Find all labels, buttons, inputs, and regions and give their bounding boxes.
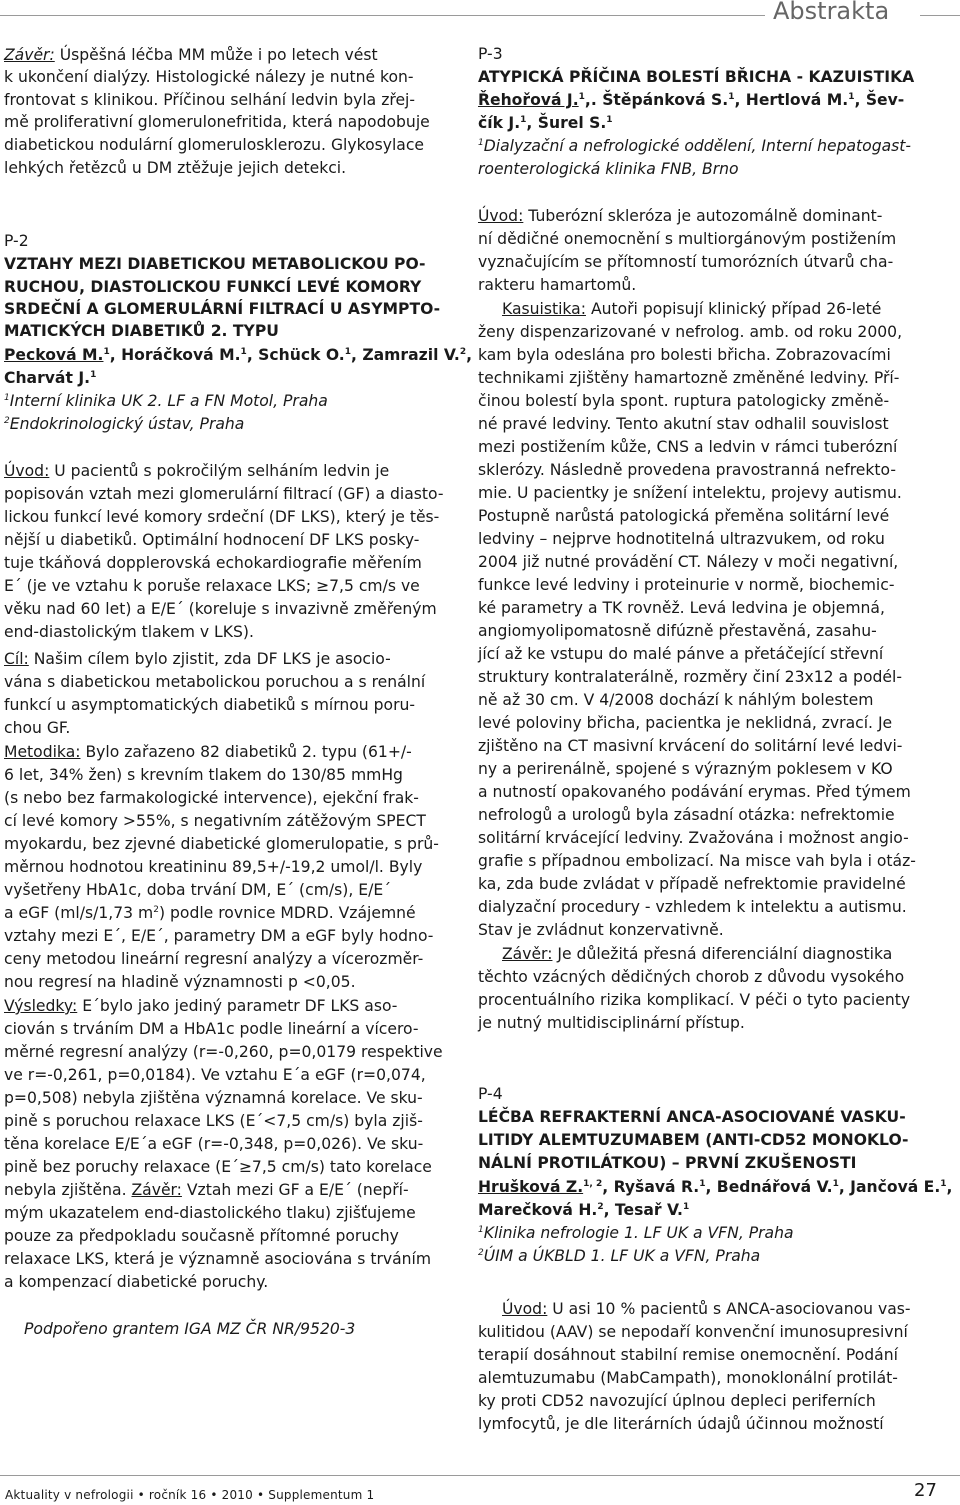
section-title: Abstrakta <box>773 0 890 25</box>
abstract-id: P-4 <box>478 1085 503 1103</box>
body-line: těchto vzácných dědičných chorob z důvodu vysokého <box>478 968 905 986</box>
conclusion-line: k ukončení dialýzy. Histologické nálezy je nutné kon- <box>4 68 414 86</box>
body-line: činou bolestí byla spont. ruptura patologicky změně- <box>478 392 890 410</box>
section-label-cil: Cíl: <box>4 650 29 668</box>
section-label-vysledky: Výsledky: <box>4 997 78 1015</box>
body-line: měrné regresní analýzy (r=-0,260, p=0,0179 respektive <box>4 1043 443 1061</box>
body-line: solitární krvácející ledviny. Zvažována i možnost angio- <box>478 829 909 847</box>
body-line: levé poloviny břicha, pacientka je neklidná, zvrací. Je <box>478 714 893 732</box>
body-line: kulitidou (AAV) se nepodaří konvenční imunosupresivní <box>478 1323 908 1341</box>
body-line: ky proti CD52 navozující úplnou depleci periferních <box>478 1392 876 1410</box>
section-label-uvod: Úvod: <box>4 462 50 480</box>
body-line: rakteru hamartomů. <box>478 276 637 294</box>
body-line: ké parametry a TK rovněž. Levá ledvina je objemná, <box>478 599 885 617</box>
affiliation: $^1$Klinika nefrologie 1. LF UK a VFN, Praha <box>478 1224 794 1242</box>
body-line: 6 let, 34% žen) s krevním tlakem do 130/85 mmHg <box>4 766 403 784</box>
body-line: nou regresí na hladině významnosti p <0,05. <box>4 973 356 991</box>
body-line: dialyzační procedury - vzhledem k intelektu a autismu. <box>478 898 907 916</box>
body-line: pouze za předpokladu současně přítomné poruchy <box>4 1227 399 1245</box>
journal-footer: Aktuality v nefrologii • ročník 16 • 2010 • Supplementum 1 <box>5 1488 375 1502</box>
page-number: 27 <box>914 1480 937 1501</box>
body-line: nější u diabetiků. Optimální hodnocení DF LKS posky- <box>4 531 420 549</box>
body-line: sklerózy. Následně provedena pravostranná nefrekto- <box>478 461 896 479</box>
body-line: né pravé ledviny. Tento akutní stav odhalil souvislost <box>478 415 889 433</box>
header-rule-left <box>0 15 765 16</box>
first-author: Hrušková Z. <box>478 1178 584 1196</box>
affiliation: $^2$ÚIM a ÚKBLD 1. LF UK a VFN, Praha <box>478 1247 761 1265</box>
abstract-title-line: ATYPICKÁ PŘÍČINA BOLESTÍ BŘICHA - KAZUISTIKA <box>478 68 915 86</box>
conclusion-line: frontovat s klinikou. Příčinou selhání ledvin byla zřej- <box>4 91 416 109</box>
body-line: ciován s trváním DM a HbA1c podle lineární a vícero- <box>4 1020 419 1038</box>
affiliation: $^1$Interní klinika UK 2. LF a FN Motol, Praha <box>4 392 328 410</box>
authors-line: Řehořová J.$^1$,. Štěpánková S.$^1$, Hertlová M.$^1$, Šev- <box>478 91 905 109</box>
body-line: tuje tkáňová dopplerovská echokardiografie měřením <box>4 554 422 572</box>
body-line: vyznačujícím se přítomností tumorózních útvarů cha- <box>478 253 894 271</box>
body-line: nebyla zjištěna. Závěr: Vztah mezi GF a E/E´ (nepří- <box>4 1181 409 1199</box>
affiliation: roenterologická klinika FNB, Brno <box>478 160 739 178</box>
body-line: a eGF (ml/s/1,73 $m^2$) podle rovnice MDRD. Vzájemné <box>4 904 416 922</box>
body-line: Úvod: Tuberózní skleróza je autozomálně dominant- <box>478 207 883 225</box>
body-line: grafie s případnou embolizací. Na misce vah byla i otáz- <box>478 852 916 870</box>
conclusion-line: Závěr: Úspěšná léčba MM může i po letech vést <box>4 46 378 64</box>
section-label-kazuistika: Kasuistika: <box>502 300 586 318</box>
body-line: vyšetřeny HbA1c, doba trvání DM, E´ (cm/s), E/E´ <box>4 881 392 899</box>
body-line: Výsledky: E´bylo jako jediný parametr DF LKS aso- <box>4 997 398 1015</box>
section-label-uvod: Úvod: <box>478 207 524 225</box>
body-line: technikami zjištěny hamartozně změněné ledviny. Pří- <box>478 369 900 387</box>
authors-line: Hrušková Z.$^{1, 2}$, Ryšavá R.$^1$, Bednářová V.$^1$, Jančová E.$^1$, <box>478 1178 953 1196</box>
body-line: cí levé komory >55%, s negativním zátěžovým SPECT <box>4 812 426 830</box>
body-line: Kasuistika: Autoři popisují klinický případ 26-leté <box>502 300 882 318</box>
body-line: myokardu, bez zjevné diabetické glomerulopatie, s prů- <box>4 835 439 853</box>
body-line: 2004 již nutné provádění CT. Nálezy v moči negativní, <box>478 553 899 571</box>
body-line: těna korelace E/E´a eGF (r=-0,348, p=0,026). Ve sku- <box>4 1135 424 1153</box>
conclusion-line: diabetickou nodulární glomerulosklerozu. Glykosylace <box>4 136 425 154</box>
body-line: ně až 30 cm. V 4/2008 dochází k náhlým bolestem <box>478 691 874 709</box>
body-line: jící až ke vstupu do malé pánve a přetáčející střevní <box>478 645 884 663</box>
body-line: ka, zda bude zvládat v případě nefrektomie pravidelné <box>478 875 906 893</box>
conclusion-line: mě proliferativní glomerulonefritida, která napodobuje <box>4 113 430 131</box>
body-line: angiomyolipomatosně difúzně přestavěná, zasahu- <box>478 622 877 640</box>
authors-line: Charvát J.$^1$ <box>4 369 97 387</box>
first-author: Pecková M. <box>4 346 104 364</box>
authors-line: Marečková H.$^2$, Tesař V.$^1$ <box>478 1201 690 1219</box>
body-line: Postupně narůstá patologická přeměna solitární levé <box>478 507 890 525</box>
body-line: Cíl: Našim cílem bylo zjistit, zda DF LKS je asocio- <box>4 650 391 668</box>
body-line: Úvod: U asi 10 % pacientů s ANCA-asociovanou vas- <box>502 1300 911 1318</box>
body-line: pině bez poruchy relaxace (E´≥7,5 cm/s) tato korelace <box>4 1158 432 1176</box>
body-line: Metodika: Bylo zařazeno 82 diabetiků 2. typu (61+/- <box>4 743 412 761</box>
section-label-zaver: Závěr: <box>502 945 553 963</box>
body-line: end-diastolickým tlakem v LKS). <box>4 623 254 641</box>
body-line: lymfocytů, je dle literárních údajů účinnou možností <box>478 1415 884 1433</box>
body-line: (s nebo bez farmakologické intervence), ejekční frak- <box>4 789 419 807</box>
body-line: věku nad 60 let) a E/E´ (koreluje s invazivně změřeným <box>4 600 437 618</box>
body-line: ženy dispenzarizované v nefrolog. amb. od roku 2000, <box>478 323 903 341</box>
first-author: Řehořová J. <box>478 91 579 109</box>
abstract-title-line: LÉČBA REFRAKTERNÍ ANCA-ASOCIOVANÉ VASKU- <box>478 1108 906 1126</box>
body-line: ny a perirenálně, spojené s výrazným poklesem v KO <box>478 760 893 778</box>
body-line: E´ (je ve vztahu k poruše relaxace LKS; ≥7,5 cm/s ve <box>4 577 420 595</box>
footer-rule <box>0 1475 960 1476</box>
abstract-title-line: MATICKÝCH DIABETIKŮ 2. TYPU <box>4 322 279 340</box>
body-line: mým ukazatelem end-diastolického tlaku) zjišťujeme <box>4 1204 416 1222</box>
abstract-title-line: LITIDY ALEMTUZUMABEM (ANTI-CD52 MONOKLO- <box>478 1131 909 1149</box>
body-line: pině s poruchou relaxace LKS (E´<7,5 cm/s) byla zjiš- <box>4 1112 423 1130</box>
body-line: kam byla odeslána pro bolesti břicha. Zobrazovacími <box>478 346 891 364</box>
body-line: ceny metodou lineární regresní analýzy a vícerozměr- <box>4 950 424 968</box>
body-line: Úvod: U pacientů s pokročilým selháním ledvin je <box>4 462 390 480</box>
body-line: procentuálního rizika komplikací. V péči o tyto pacienty <box>478 991 911 1009</box>
body-line: vána s diabetickou metabolickou poruchou a s renální <box>4 673 426 691</box>
authors-line: Pecková M.$^1$, Horáčková M.$^1$, Schück O.$^1$, Zamrazil V.$^2$, <box>4 346 473 364</box>
header-rule-right <box>920 15 960 16</box>
body-line: funkcí u asymptomatických diabetiků s mírnou poru- <box>4 696 416 714</box>
section-label-metodika: Metodika: <box>4 743 81 761</box>
abstract-title-line: RUCHOU, DIASTOLICKOU FUNKCÍ LEVÉ KOMORY <box>4 278 422 296</box>
body-line: ní dědičné onemocnění s multiorgánovým postižením <box>478 230 897 248</box>
body-line: nefrologů a urologů byla zásadní otázka: nefrektomie <box>478 806 895 824</box>
abstract-id: P-3 <box>478 45 503 63</box>
body-line: měrnou hodnotou kreatininu 89,5+/-19,2 umol/l. Byly <box>4 858 423 876</box>
abstract-title-line: NÁLNÍ PROTILÁTKOU) – PRVNÍ ZKUŠENOSTI <box>478 1154 857 1172</box>
body-line: alemtuzumabu (MabCampath), monoklonální protilát- <box>478 1369 898 1387</box>
abstract-id: P-2 <box>4 232 29 250</box>
body-line: relaxace LKS, která je významně asociována s trváním <box>4 1250 432 1268</box>
section-label-zaver: Závěr: <box>131 1181 182 1199</box>
abstract-title-line: VZTAHY MEZI DIABETICKOU METABOLICKOU PO- <box>4 255 426 273</box>
affiliation: $^2$Endokrinologický ústav, Praha <box>4 415 245 433</box>
body-line: mie. U pacientky je snížení intelektu, projevy autismu. <box>478 484 902 502</box>
conclusion-label: Závěr: <box>4 46 55 64</box>
body-line: struktury kontralaterálně, rozměry činí 23x12 a podél- <box>478 668 902 686</box>
affiliation: $^1$Dialyzační a nefrologické oddělení, Interní hepatogast- <box>478 137 912 155</box>
body-line: funkce levé ledviny i proteinurie v normě, biochemic- <box>478 576 895 594</box>
section-label-uvod: Úvod: <box>502 1300 548 1318</box>
body-line: vztahy mezi E´, E/E´, parametry DM a eGF byly hodno- <box>4 927 434 945</box>
body-line: je nutný multidisciplinární přístup. <box>478 1014 745 1032</box>
body-line: mezi postižením kůže, CNS a ledvin v rámci tuberózní <box>478 438 898 456</box>
body-line: Závěr: Je důležitá přesná diferenciální diagnostika <box>502 945 893 963</box>
body-line: popisován vztah mezi glomerulární filtrací (GF) a diasto- <box>4 485 444 503</box>
body-line: Stav je zvládnut konzervativně. <box>478 921 724 939</box>
body-line: terapií dosáhnout stabilní remise onemocnění. Podání <box>478 1346 898 1364</box>
body-line: a nutností opakovaného podávání erymas. Před týmem <box>478 783 911 801</box>
grant-note: Podpořeno grantem IGA MZ ČR NR/9520-3 <box>24 1320 356 1338</box>
body-line: zjištěno na CT masivní krvácení do solitární levé ledvi- <box>478 737 903 755</box>
conclusion-line: lehkých řetězců u DM ztěžuje jejich detekci. <box>4 159 347 177</box>
body-line: p=0,508) nebyla zjištěna významná korelace. Ve sku- <box>4 1089 423 1107</box>
body-line: a kompenzací diabetické poruchy. <box>4 1273 269 1291</box>
body-line: chou GF. <box>4 719 71 737</box>
authors-line: čík J.$^1$, Šurel S.$^1$ <box>478 114 613 132</box>
abstract-title-line: SRDEČNÍ A GLOMERULÁRNÍ FILTRACÍ U ASYMPTO- <box>4 300 441 318</box>
body-line: ve r=-0,261, p=0,0184). Ve vztahu E´a eGF (r=0,074, <box>4 1066 426 1084</box>
body-line: ledviny – nejprve hodnotitelná ultrazvukem, od roku <box>478 530 885 548</box>
body-line: lickou funkcí levé komory srdeční (DF LKS), který je těs- <box>4 508 440 526</box>
